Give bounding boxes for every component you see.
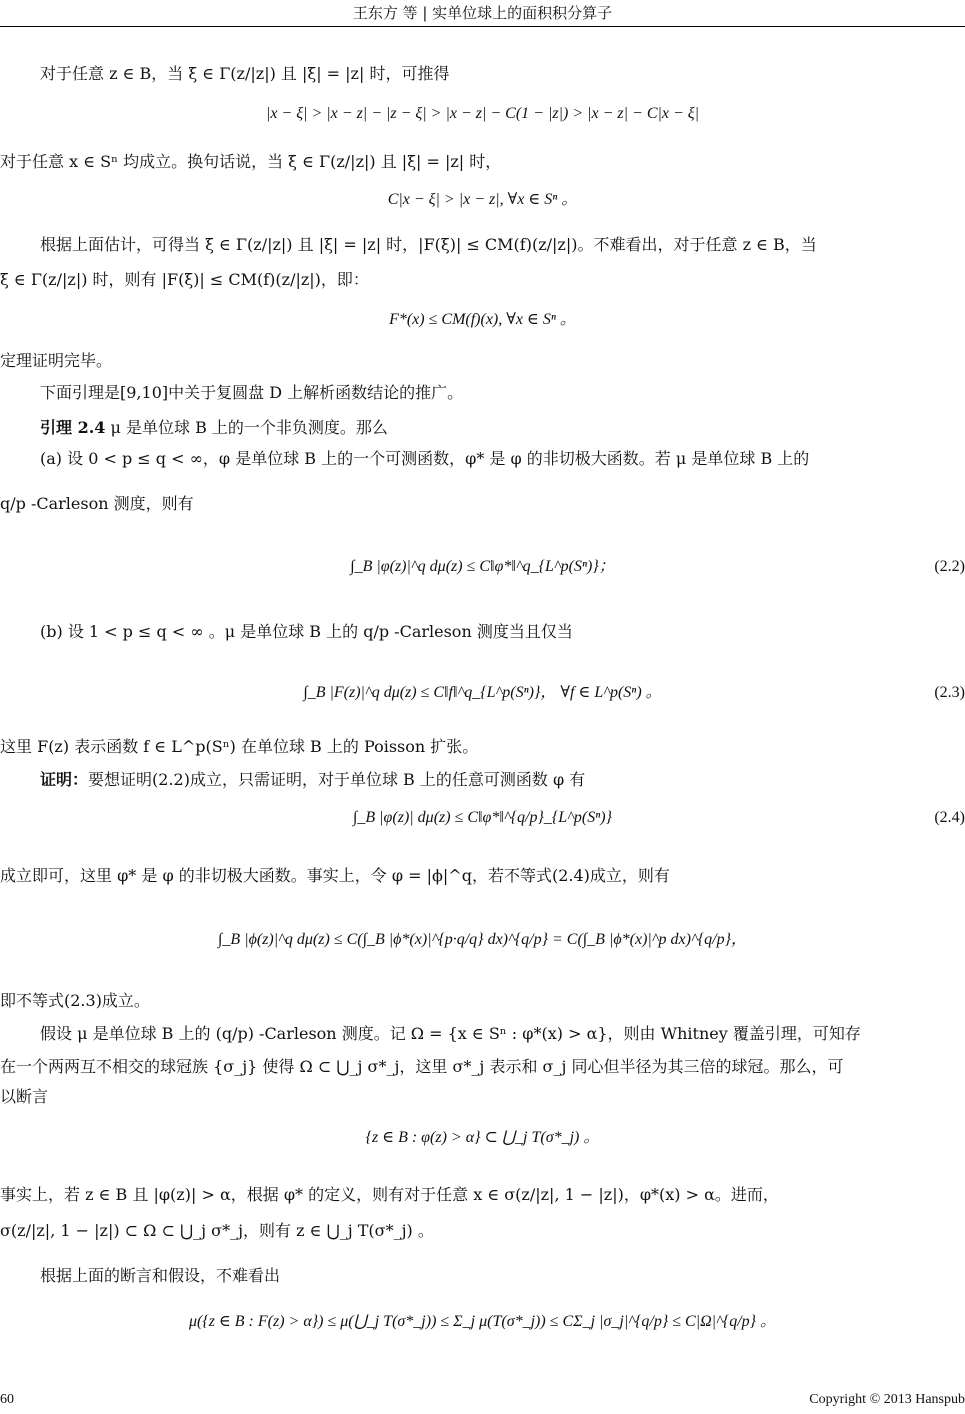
proof-text: 要想证明(2.2)成立，只需证明，对于单位球 B 上的任意可测函数 φ 有: [88, 770, 586, 789]
paragraph-line: 下面引理是[9,10]中关于复圆盘 D 上解析函数结论的推广。: [40, 383, 464, 402]
equation-body: ∫_B |φ(z)| dμ(z) ≤ C‖φ*‖^{q/p}_{L^p(Sⁿ)}: [352, 809, 613, 826]
paragraph-line: ξ ∈ Γ(z/|z|) 时，则有 |F(ξ)| ≤ CM(f)(z/|z|)，即：: [0, 270, 369, 289]
equation: F*(x) ≤ CM(f)(x), ∀x ∈ Sⁿ 。: [389, 311, 576, 328]
paragraph-line: (a) 设 0 < p ≤ q < ∞，φ 是单位球 B 上的一个可测函数，φ* 是 φ 的非切极大函数。若 μ 是单位球 B 上的: [40, 449, 810, 468]
equation-number: (2.3): [934, 684, 965, 701]
proof-label: 证明：: [40, 770, 89, 789]
equation: ∫_B |ϕ(z)|^q dμ(z) ≤ C(∫_B |ϕ*(x)|^{p·q/q} dx)^{q/p} = C(∫_B |ϕ*(x)|^p dx)^{q/p}，: [218, 931, 747, 948]
paragraph-line: 假设 μ 是单位球 B 上的 (q/p) -Carleson 测度。记 Ω = {x ∈ Sⁿ : φ*(x) > α}，则由 Whitney 覆盖引理，可知存: [40, 1024, 861, 1043]
paragraph-line: 对于任意 x ∈ Sⁿ 均成立。换句话说，当 ξ ∈ Γ(z/|z|) 且 |ξ| = |z| 时，: [0, 152, 502, 171]
paragraph-line: 根据上面的断言和假设，不难看出: [40, 1266, 281, 1285]
equation: {z ∈ B : φ(z) > α} ⊂ ⋃_j T(σ*_j) 。: [365, 1129, 600, 1146]
running-header: 王东方 等 | 实单位球上的面积积分算子: [352, 4, 613, 22]
paragraph-line: 即不等式(2.3)成立。: [0, 991, 150, 1010]
paragraph-line: 在一个两两互不相交的球冠族 {σ_j} 使得 Ω ⊂ ⋃_j σ*_j，这里 σ*_j 表示和 σ_j 同心但半径为其三倍的球冠。那么，可: [0, 1057, 844, 1076]
lemma-text: μ 是单位球 B 上的一个非负测度。那么: [110, 418, 388, 437]
equation: [0, 808, 965, 828]
lemma-statement: [0, 418, 965, 438]
paragraph-line: 以断言: [0, 1087, 49, 1106]
equation-number: (2.4): [934, 809, 965, 826]
equation: μ({z ∈ B : F(z) > α}) ≤ μ(⋃_j T(σ*_j)) ≤ Σ_j μ(T(σ*_j)) ≤ CΣ_j |σ_j|^{q/p} ≤ C|Ω|^{q/p} 。: [188, 1313, 777, 1330]
header-rule: [0, 26, 965, 27]
equation: C|x − ξ| > |x − z|, ∀x ∈ Sⁿ 。: [387, 191, 578, 208]
paragraph-line: 事实上，若 z ∈ B 且 |φ(z)| > α，根据 φ* 的定义，则有对于任意 x ∈ σ(z/|z|, 1 − |z|)，φ*(x) > α。进而，: [0, 1185, 779, 1204]
paragraph-line: 定理证明完毕。: [0, 351, 113, 370]
page-number: 60: [0, 1392, 14, 1407]
paragraph-line: q/p -Carleson 测度，则有: [0, 494, 194, 513]
equation-body: ∫_B |φ(z)|^q dμ(z) ≤ C‖φ*‖^q_{L^p(Sⁿ)}；: [350, 558, 615, 575]
equation: [0, 683, 965, 703]
paragraph-line: 对于任意 z ∈ B，当 ξ ∈ Γ(z/|z|) 且 |ξ| = |z| 时，可推得: [40, 64, 450, 83]
paragraph-line: (b) 设 1 < p ≤ q < ∞ 。μ 是单位球 B 上的 q/p -Carleson 测度当且仅当: [40, 622, 573, 641]
copyright: Copyright © 2013 Hanspub: [809, 1392, 965, 1407]
lemma-label: 引理 2.4: [40, 418, 106, 437]
proof-line: [0, 770, 965, 790]
equation-body: ∫_B |F(z)|^q dμ(z) ≤ C‖f‖^q_{L^p(Sⁿ)}， ∀f ∈ L^p(Sⁿ) 。: [303, 684, 662, 701]
paragraph-line: 成立即可，这里 φ* 是 φ 的非切极大函数。事实上，令 φ = |ϕ|^q，若不等式(2.4)成立，则有: [0, 866, 670, 885]
equation: [0, 557, 965, 577]
equation: |x − ξ| > |x − z| − |z − ξ| > |x − z| − C(1 − |z|) > |x − z| − C|x − ξ|: [265, 105, 700, 122]
paragraph-line: 根据上面估计，可得当 ξ ∈ Γ(z/|z|) 且 |ξ| = |z| 时，|F(ξ)| ≤ CM(f)(z/|z|)。不难看出，对于任意 z ∈ B，当: [40, 235, 817, 254]
paragraph-line: 这里 F(z) 表示函数 f ∈ L^p(Sⁿ) 在单位球 B 上的 Poisson 扩张。: [0, 737, 479, 756]
equation-number: (2.2): [934, 558, 965, 575]
paragraph-line: σ(z/|z|, 1 − |z|) ⊂ Ω ⊂ ⋃_j σ*_j，则有 z ∈ ⋃_j T(σ*_j) 。: [0, 1221, 434, 1240]
